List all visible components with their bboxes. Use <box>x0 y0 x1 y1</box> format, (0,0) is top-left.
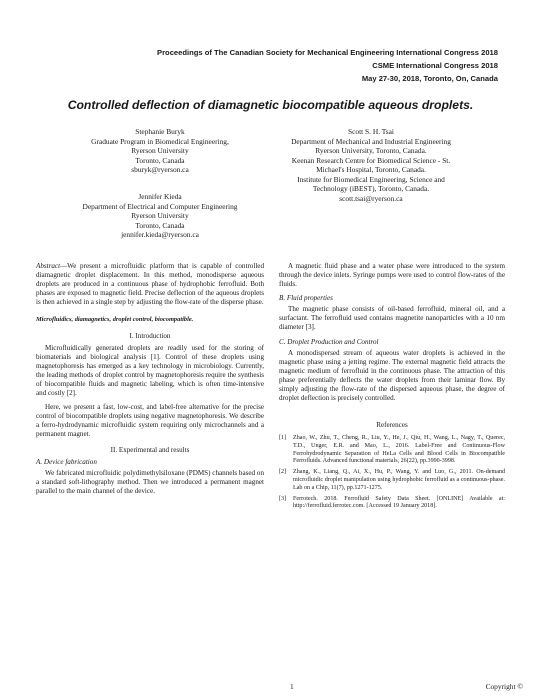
author-name: Stephanie Buryk <box>135 127 185 136</box>
author-affiliation: Institute for Biomedical Engineering, Science and <box>297 174 445 184</box>
left-column <box>36 262 264 496</box>
intro-paragraph: Here, we present a fast, low-cost, and label-free alternative for the precise control of biocompatible droplets using negative magnetophoresis. We describe a ferro-hydrodynamic microfluidic system requiring only microchannels and a permanent magnet. <box>36 403 264 438</box>
author-affiliation: Graduate Program in Biomedical Engineering, <box>91 136 229 146</box>
reference-number: [3] <box>279 495 287 502</box>
author-affiliation: Department of Electrical and Computer Engineering <box>82 201 238 211</box>
paper-title: Controlled deflection of diamagnetic biocompatible aqueous droplets. <box>67 98 474 112</box>
section-heading-references: References <box>376 421 408 429</box>
section-heading-experimental: II. Experimental and results <box>110 446 190 454</box>
author-affiliation: Ryerson University <box>131 146 189 155</box>
conference-header-line2: CSME International Congress 2018 <box>372 61 498 70</box>
author-name: Scott S. H. Tsai <box>348 127 394 136</box>
reference-text: Zhao, W., Zhu, T., Cheng, R., Liu, Y., He, J., Qiu, H., Wang, L., Nagy, T., Querec, T.D., Unger, E.R. and Mao, L., 2016. Label-Free and Continuous-Flow Ferrohydrodynamic Separation of HeLa Cells and Blood Cells in Biocompatible Ferrofluids. Advanced functional materials, 26(22), pp.3990-3998. <box>293 435 505 465</box>
author-affiliation: Michael's Hospital, Toronto, Canada. <box>316 165 426 174</box>
reference-text: Ferrotech. 2018. Ferrofluid Safety Data Sheet. [ONLINE] Available at: http://ferrofluid.ferrotec.com. [Accessed 19 January 2018]. <box>293 495 505 510</box>
index-terms: Microfluidics, diamagnetics, droplet control, biocompatible. <box>36 316 194 323</box>
fluid-paragraph: The magnetic phase consists of oil-based ferrofluid, mineral oil, and a surfactant. The ferrofluid used contains magnetite nanoparticles with a 10 nm diameter [3]. <box>279 305 505 331</box>
author-affiliation: Keenan Research Centre for Biomedical Science - St. <box>291 155 451 165</box>
author-location: Toronto, Canada <box>135 155 185 165</box>
author-affiliation: Ryerson University <box>131 211 189 220</box>
author-email: jennifer.kieda@ryerson.ca <box>121 230 199 239</box>
right-column <box>279 262 505 511</box>
author-location: Toronto, Canada <box>135 220 185 230</box>
conference-header-line1: Proceedings of The Canadian Society for Mechanical Engineering International Congress 2018 <box>157 48 498 57</box>
author-affiliation: Department of Mechanical and Industrial Engineering <box>291 136 451 146</box>
reference-item <box>279 435 505 466</box>
author-block-tsai <box>266 127 476 203</box>
abstract-label: Abstract <box>36 262 61 270</box>
author-block-buryk <box>60 127 260 175</box>
author-name: Jennifer Kieda <box>138 192 182 201</box>
phase-paragraph: A magnetic fluid phase and a water phase were introduced to the system through the device inlets. Syringe pumps were used to control flow-rates of the fluids. <box>279 262 505 288</box>
abstract-text: —We present a microfluidic platform that is capable of controlled diamagnetic droplet displacement. In this method, monodisperse aqueous droplets are produced in a continuous phase of hydrophobic ferrofluid. Both phases are exposed to magnetic field. Precise deflection of the aqueous droplets is then achieved in a single step by adjusting the flow-rate of the disperse phase. <box>36 262 264 306</box>
device-paragraph: We fabricated microfluidic polydimethylsiloxane (PDMS) channels based on a standard soft-lithography method. Then we introduced a permanent magnet parallel to the main channel of the device. <box>36 469 264 495</box>
reference-number: [1] <box>279 435 287 441</box>
abstract <box>36 262 264 307</box>
author-affiliation: Technology (iBEST), Toronto, Canada. <box>312 184 430 193</box>
subsection-heading-fluid: B. Fluid properties <box>279 294 333 302</box>
intro-paragraph: Microfluidically generated droplets are readily used for the storing of biomaterials and biological analysis [1]. Control of these droplets using magnetophoresis has emerged as a key technology in microbiology. Currently, the leading methods of droplet control by magnetophoresis require the synthesis of biocompatible fluids and magnetic labeling, which is often time-intensive and costly [2]. <box>36 344 264 397</box>
reference-number: [2] <box>279 469 287 476</box>
reference-item <box>279 496 505 512</box>
subsection-heading-droplet: C. Droplet Production and Control <box>279 338 379 346</box>
reference-text: Zhang, K., Liang, Q., Ai, X., Hu, P., Wang, Y. and Luo, G., 2011. On-demand microfluidic droplet manipulation using hydrophobic ferrofluid as a continuous-phase. Lab on a Chip, 11(7), pp.1271-1275. <box>293 469 505 491</box>
author-email: scott.tsai@ryerson.ca <box>339 193 403 203</box>
copyright-notice: Copyright © <box>485 682 523 691</box>
droplet-paragraph: A monodispersed stream of aqueous water droplets is achieved in the magnetic phase using a jetting regime. The external magnetic field attracts the magnetic medium of ferrofluid in the continuous phase. The attraction of this phase preferentially deflects the water droplets from their laminar flow. By simply adjusting the flow-rate of the dispersed aqueous phase, the degree of droplet deflection is precisely controlled. <box>279 349 505 402</box>
section-heading-introduction: I. Introduction <box>129 332 171 340</box>
conference-header-line3: May 27-30, 2018, Toronto, On, Canada <box>361 74 498 83</box>
subsection-heading-device: A. Device fabrication <box>36 458 97 466</box>
author-affiliation: Ryerson University, Toronto, Canada. <box>315 146 427 155</box>
page-number: 1 <box>290 682 294 691</box>
reference-item <box>279 469 505 492</box>
author-block-kieda <box>60 192 260 240</box>
author-email: sburyk@ryerson.ca <box>131 165 189 174</box>
